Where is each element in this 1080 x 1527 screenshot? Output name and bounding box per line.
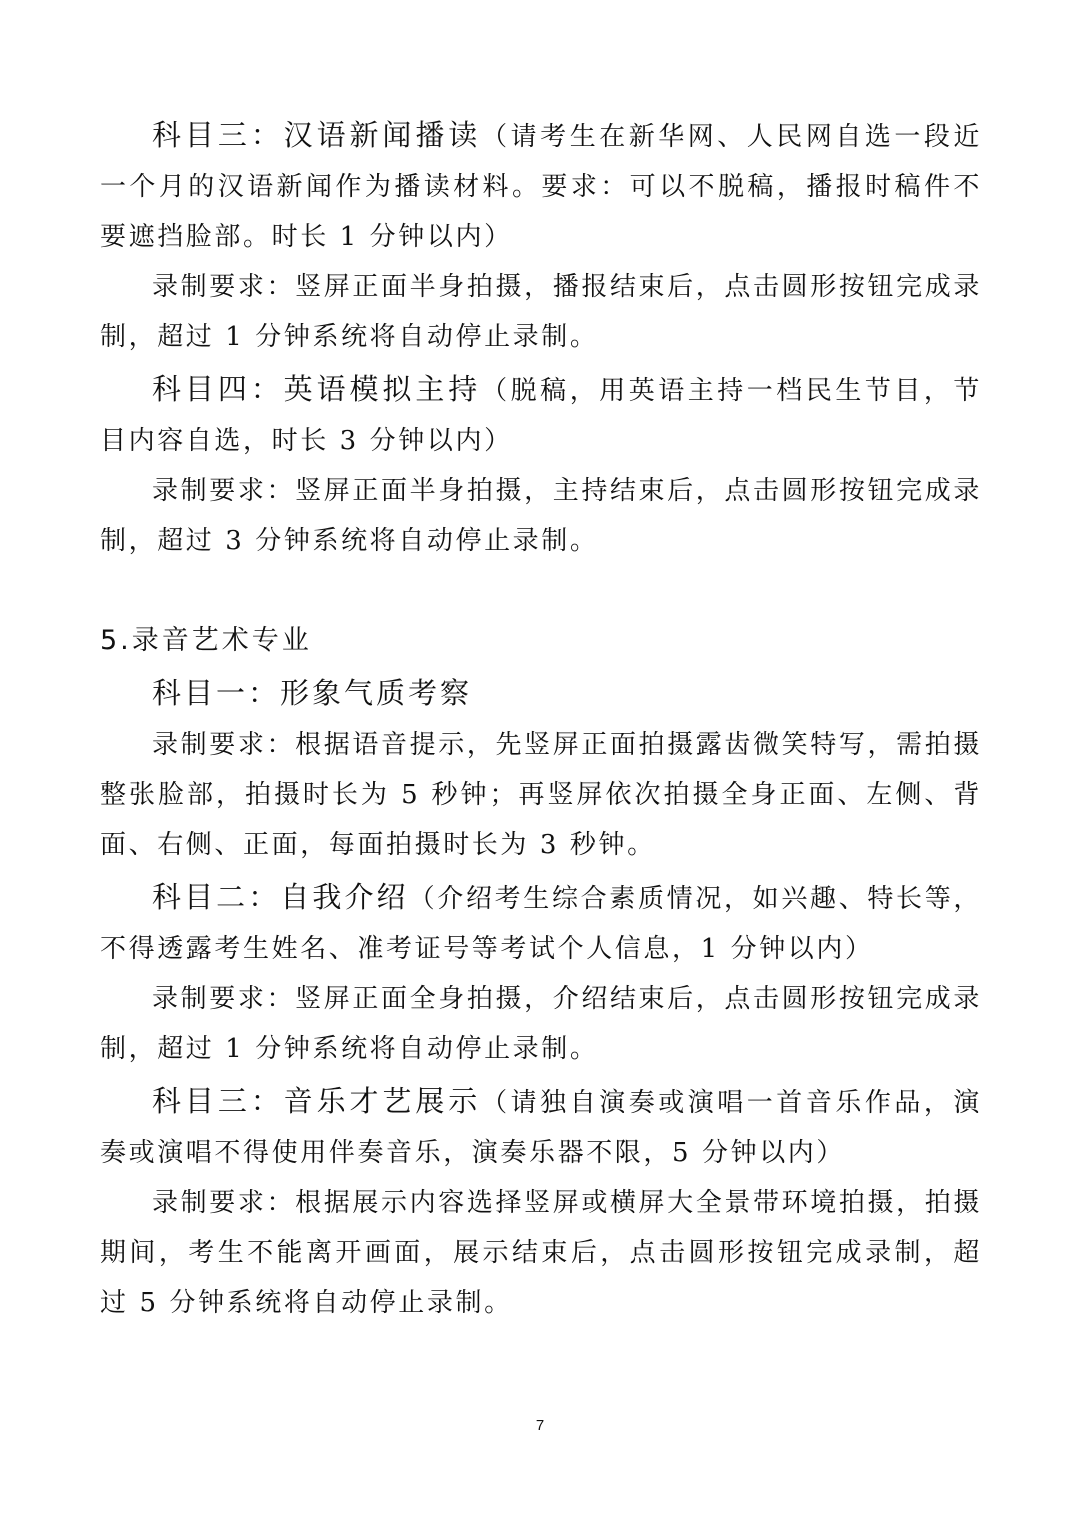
paragraph-subject4-english-hosting [100, 364, 982, 466]
subject-title: 科目三：汉语新闻播读 [152, 118, 482, 152]
requirement-text: 录制要求：竖屏正面半身拍摄，播报结束后，点击圆形按钮完成录制，超过 1 分钟系统将自动停止录制。 [100, 272, 982, 352]
subject-description: （介绍考生综合素质情况，如兴趣、特长等，不得透露考生姓名、准考证号等考试个人信息，1 分钟以内） [100, 884, 982, 964]
subject-title: 科目二：自我介绍 [152, 880, 409, 914]
requirement-text: 录制要求：根据展示内容选择竖屏或横屏大全景带环境拍摄，拍摄期间，考生不能离开画面，展示结束后，点击圆形按钮完成录制，超过 5 分钟系统将自动停止录制。 [100, 1188, 982, 1318]
subject-description: （脱稿，用英语主持一档民生节目，节目内容自选，时长 3 分钟以内） [100, 376, 982, 456]
subject-description: （请独自演奏或演唱一首音乐作品，演奏或演唱不得使用伴奏音乐，演奏乐器不限，5 分钟以内） [100, 1088, 982, 1168]
paragraph-subject2-requirement [100, 974, 982, 1074]
subject-title: 科目三：音乐才艺展示 [152, 1084, 482, 1118]
subject-description: （请考生在新华网、人民网自选一段近一个月的汉语新闻作为播读材料。要求：可以不脱稿，播报时稿件不要遮挡脸部。时长 1 分钟以内） [100, 122, 982, 252]
requirement-text: 录制要求：竖屏正面全身拍摄，介绍结束后，点击圆形按钮完成录制，超过 1 分钟系统将自动停止录制。 [100, 984, 982, 1064]
paragraph-subject3-news-reading [100, 110, 982, 262]
paragraph-subject3-music [100, 1076, 982, 1178]
paragraph-subject2-self-intro [100, 872, 982, 974]
requirement-text: 录制要求：根据语音提示，先竖屏正面拍摄露齿微笑特写，需拍摄整张脸部，拍摄时长为 5 秒钟；再竖屏依次拍摄全身正面、左侧、背面、右侧、正面，每面拍摄时长为 3 秒钟。 [100, 730, 982, 860]
paragraph-recording-requirement [100, 466, 982, 566]
paragraph-subject3-requirement [100, 1178, 982, 1328]
paragraph-recording-requirement [100, 262, 982, 362]
requirement-text: 录制要求：竖屏正面半身拍摄，主持结束后，点击圆形按钮完成录制，超过 3 分钟系统将自动停止录制。 [100, 476, 982, 556]
page-number: 7 [535, 1417, 545, 1434]
section-heading: 5.录音艺术专业 [100, 625, 312, 656]
subject-title: 科目四：英语模拟主持 [152, 372, 482, 406]
subject1-heading: 科目一：形象气质考察 [152, 676, 473, 710]
paragraph-subject1-requirement [100, 720, 982, 870]
